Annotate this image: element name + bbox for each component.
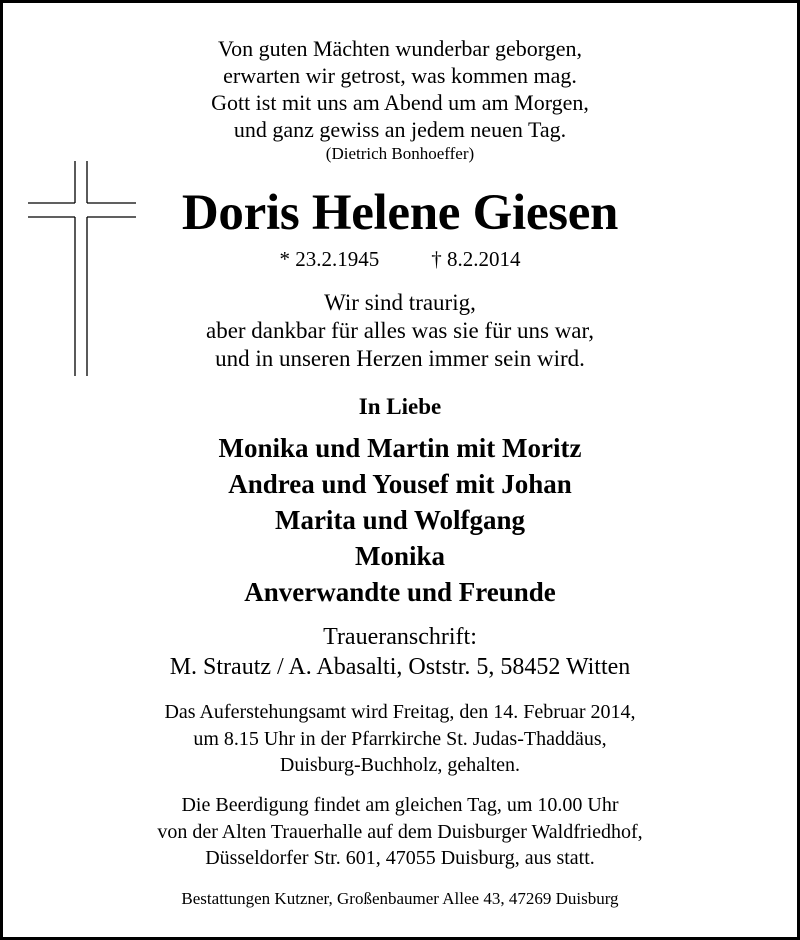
burial-info [3,792,797,872]
mourning-message [3,289,797,373]
death-date: † 8.2.2014 [431,247,521,271]
deceased-name: Doris Helene Giesen [181,185,619,241]
mourning-address [3,622,797,682]
message-line: aber dankbar für alles was sie für uns war, [205,318,594,343]
burial-line: Die Beerdigung findet am gleichen Tag, um 10.00 Uhr [181,794,619,816]
poem-line: und ganz gewiss an jedem neuen Tag. [233,117,567,142]
mourning-address-label: Traueranschrift: [323,624,477,650]
life-dates [3,245,797,273]
service-line: um 8.15 Uhr in der Pfarrkirche St. Judas-Thaddäus, [193,727,607,750]
service-line: Duisburg-Buchholz, gehalten. [279,754,521,776]
mourner: Marita und Wolfgang [274,505,526,535]
mourner: Andrea und Yousef mit Johan [228,469,572,499]
mourner: Monika [354,541,446,571]
undertaker-info: Bestattungen Kutzner, Großenbaumer Allee 43, 47269 Duisburg [181,889,619,908]
burial-line: von der Alten Trauerhalle auf dem Duisburger Waldfriedhof, [157,820,643,843]
poem-line: Von guten Mächten wunderbar geborgen, [218,36,582,61]
birth-date: * 23.2.1945 [279,247,380,271]
service-info [3,699,797,779]
mourning-address-value: M. Strautz / A. Abasalti, Oststr. 5, 58452 Witten [169,654,631,680]
mourner: Anverwandte und Freunde [244,577,556,607]
mourners-list [3,430,797,610]
mourner: Monika und Martin mit Moritz [218,433,582,463]
poem-line: Gott ist mit uns am Abend um am Morgen, [211,90,589,115]
in-love-heading: In Liebe [358,394,442,419]
service-line: Das Auferstehungsamt wird Freitag, den 14. Februar 2014, [164,701,636,723]
message-line: und in unseren Herzen immer sein wird. [215,346,585,371]
message-line: Wir sind traurig, [324,290,476,315]
burial-line: Düsseldorfer Str. 601, 47055 Duisburg, aus statt. [205,847,595,869]
poem [3,35,797,165]
poem-attribution: (Dietrich Bonhoeffer) [325,144,475,163]
poem-line: erwarten wir getrost, was kommen mag. [223,63,577,88]
